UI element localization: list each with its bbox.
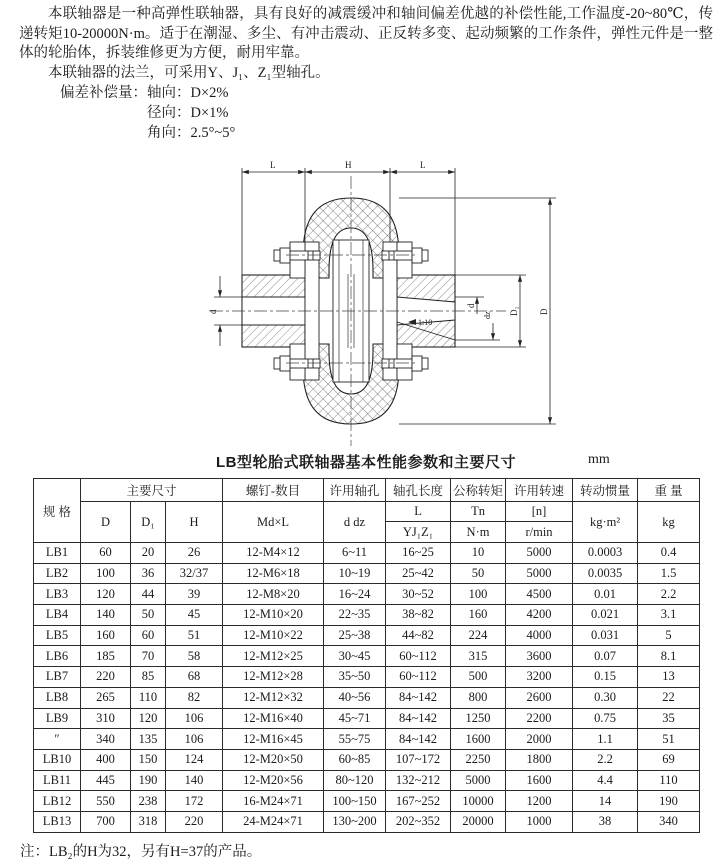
table-cell: 2.2 xyxy=(573,749,638,770)
table-cell: 39 xyxy=(166,584,223,605)
header-inertia-unit: kg·m² xyxy=(573,502,638,543)
header-main-dims: 主要尺寸 xyxy=(81,479,223,502)
table-cell: 10~19 xyxy=(324,563,386,584)
taper-label: 1:10 xyxy=(418,318,433,327)
table-cell: 12-M12×28 xyxy=(223,667,324,688)
table-cell: 0.031 xyxy=(573,625,638,646)
table-cell-spec: LB11 xyxy=(34,770,81,791)
table-row xyxy=(34,708,700,729)
table-cell-spec: LB1 xyxy=(34,543,81,564)
header-bore-len-types: YJ₁Z₁ xyxy=(386,522,451,543)
coupling-cross-section-drawing xyxy=(140,156,600,452)
table-cell: 150 xyxy=(131,749,166,770)
header-col-H: H xyxy=(166,502,223,543)
table-cell: 44 xyxy=(131,584,166,605)
table-cell: 50 xyxy=(451,563,506,584)
table-cell: 0.0003 xyxy=(573,543,638,564)
intro-paragraph-2: 本联轴器的法兰，可采用Y、J₁、Z₁型轴孔。 xyxy=(48,64,330,81)
table-cell: 4000 xyxy=(506,625,573,646)
table-cell: 4.4 xyxy=(573,770,638,791)
header-inertia: 转动惯量 xyxy=(573,479,638,502)
intro-paragraph-1: 本联轴器是一种高弹性联轴器，具有良好的减震缓冲和轴间偏差优越的补偿性能,工作温度-20~80℃，传递转矩10-20000N·m。适于在潮湿、多尘、有冲击震动、正反转多变、起动频繁的工作条件，弹性元件是一整体的轮胎体，拆装维修更为方便，耐用牢靠。 xyxy=(19,6,713,62)
table-cell: 500 xyxy=(451,667,506,688)
dim-label-d-left: d xyxy=(208,309,218,314)
table-cell: 107~172 xyxy=(386,749,451,770)
compensation-label: 偏差补偿量： xyxy=(60,85,147,102)
table-cell: 0.4 xyxy=(638,543,700,564)
dim-label-D: D xyxy=(539,308,549,315)
table-cell: 140 xyxy=(166,770,223,791)
table-cell-spec: LB8 xyxy=(34,687,81,708)
table-cell: 12-M16×45 xyxy=(223,729,324,750)
table-cell: 100 xyxy=(81,563,131,584)
table-row xyxy=(34,749,700,770)
table-cell: 12-M12×32 xyxy=(223,687,324,708)
header-speed: 许用转速 xyxy=(506,479,573,502)
table-cell: 315 xyxy=(451,646,506,667)
header-spec: 规 格 xyxy=(34,479,81,543)
header-torque: 公称转矩 xyxy=(451,479,506,502)
table-cell: 100~150 xyxy=(324,791,386,812)
table-cell: 1200 xyxy=(506,791,573,812)
intro-section xyxy=(19,5,713,143)
table-cell: 4500 xyxy=(506,584,573,605)
table-cell: 1.5 xyxy=(638,563,700,584)
table-cell: 30~52 xyxy=(386,584,451,605)
table-cell: 38~82 xyxy=(386,605,451,626)
table-cell: 445 xyxy=(81,770,131,791)
table-cell: 140 xyxy=(81,605,131,626)
table-caption: LB型轮胎式联轴器基本性能参数和主要尺寸 xyxy=(216,454,516,471)
header-bore-len-L: L xyxy=(386,502,451,522)
table-cell: 60~85 xyxy=(324,749,386,770)
table-cell: 550 xyxy=(81,791,131,812)
table-row xyxy=(34,646,700,667)
table-cell: 106 xyxy=(166,729,223,750)
table-cell: 20 xyxy=(131,543,166,564)
table-cell: 0.30 xyxy=(573,687,638,708)
table-cell-spec: LB5 xyxy=(34,625,81,646)
table-cell: 185 xyxy=(81,646,131,667)
caption-row xyxy=(33,451,699,472)
table-cell: 120 xyxy=(131,708,166,729)
table-cell: 12-M4×12 xyxy=(223,543,324,564)
table-cell: 2600 xyxy=(506,687,573,708)
table-cell: 20000 xyxy=(451,811,506,832)
table-cell: 167~252 xyxy=(386,791,451,812)
compensation-lines xyxy=(147,84,235,143)
header-bore-len: 轴孔长度 xyxy=(386,479,451,502)
table-cell: 84~142 xyxy=(386,708,451,729)
table-cell: 40~56 xyxy=(324,687,386,708)
table-cell: 0.0035 xyxy=(573,563,638,584)
header-weight-unit: kg xyxy=(638,502,700,543)
table-cell: 6~11 xyxy=(324,543,386,564)
table-cell: 12-M16×40 xyxy=(223,708,324,729)
dim-label-d-right: d xyxy=(466,303,476,308)
table-row xyxy=(34,729,700,750)
table-cell: 310 xyxy=(81,708,131,729)
table-cell: 224 xyxy=(451,625,506,646)
table-cell-spec: LB13 xyxy=(34,811,81,832)
table-cell: 24-M24×71 xyxy=(223,811,324,832)
table-cell: 1.1 xyxy=(573,729,638,750)
table-cell: 8.1 xyxy=(638,646,700,667)
table-cell: 60~112 xyxy=(386,667,451,688)
table-cell: 130~200 xyxy=(324,811,386,832)
table-cell: 120 xyxy=(81,584,131,605)
table-cell: 2.2 xyxy=(638,584,700,605)
table-cell: 110 xyxy=(131,687,166,708)
table-row xyxy=(34,625,700,646)
table-cell-spec: LB12 xyxy=(34,791,81,812)
table-cell: 25~38 xyxy=(324,625,386,646)
table-cell: 1000 xyxy=(506,811,573,832)
table-cell: 1600 xyxy=(506,770,573,791)
table-cell: 0.01 xyxy=(573,584,638,605)
table-cell: 318 xyxy=(131,811,166,832)
table-cell: 70 xyxy=(131,646,166,667)
table-unit-label: mm xyxy=(588,452,610,467)
table-cell: 3.1 xyxy=(638,605,700,626)
table-cell: 220 xyxy=(166,811,223,832)
table-cell: 202~352 xyxy=(386,811,451,832)
table-cell: 172 xyxy=(166,791,223,812)
table-cell: 160 xyxy=(81,625,131,646)
table-cell: 700 xyxy=(81,811,131,832)
table-cell: 160 xyxy=(451,605,506,626)
table-cell-spec: LB7 xyxy=(34,667,81,688)
table-row xyxy=(34,770,700,791)
table-cell: 13 xyxy=(638,667,700,688)
table-cell: 5000 xyxy=(506,543,573,564)
table-cell: 5000 xyxy=(451,770,506,791)
table-cell: 12-M10×22 xyxy=(223,625,324,646)
table-cell: 30~45 xyxy=(324,646,386,667)
table-cell: 26 xyxy=(166,543,223,564)
dim-label-L-right: L xyxy=(420,160,426,170)
table-cell: 58 xyxy=(166,646,223,667)
table-cell: 85 xyxy=(131,667,166,688)
spec-table xyxy=(33,478,700,833)
table-cell-spec: LB6 xyxy=(34,646,81,667)
table-cell: 12-M8×20 xyxy=(223,584,324,605)
table-cell: 220 xyxy=(81,667,131,688)
table-cell: 106 xyxy=(166,708,223,729)
table-cell: 10 xyxy=(451,543,506,564)
table-cell: 3200 xyxy=(506,667,573,688)
compensation-axial: 轴向：D×2% xyxy=(147,85,229,102)
table-row xyxy=(34,563,700,584)
table-cell: 135 xyxy=(131,729,166,750)
compensation-block xyxy=(60,84,713,143)
table-row xyxy=(34,667,700,688)
table-cell: 238 xyxy=(131,791,166,812)
dim-label-D1: D₁ xyxy=(509,306,519,316)
dim-label-dz: dz xyxy=(483,311,492,319)
table-cell: 32/37 xyxy=(166,563,223,584)
table-cell: 340 xyxy=(81,729,131,750)
spec-table-header xyxy=(34,479,700,543)
table-cell: 14 xyxy=(573,791,638,812)
table-cell: 51 xyxy=(166,625,223,646)
table-cell: 45~71 xyxy=(324,708,386,729)
header-speed-unit: r/min xyxy=(506,522,573,543)
table-cell: 50 xyxy=(131,605,166,626)
header-bore-d: d dz xyxy=(324,502,386,543)
table-note: 注：LB₂的H为32，另有H=37的产品。 xyxy=(20,844,262,860)
compensation-radial: 径向：D×1% xyxy=(147,104,229,121)
table-cell-spec: LB10 xyxy=(34,749,81,770)
table-cell: 0.15 xyxy=(573,667,638,688)
table-cell: 55~75 xyxy=(324,729,386,750)
header-weight: 重 量 xyxy=(638,479,700,502)
table-row xyxy=(34,605,700,626)
table-cell: 44~82 xyxy=(386,625,451,646)
table-cell: 3600 xyxy=(506,646,573,667)
table-cell: 80~120 xyxy=(324,770,386,791)
table-cell: 45 xyxy=(166,605,223,626)
table-row xyxy=(34,811,700,832)
table-cell: 12-M12×25 xyxy=(223,646,324,667)
table-cell: 12-M20×56 xyxy=(223,770,324,791)
table-cell: 2250 xyxy=(451,749,506,770)
table-cell: 4200 xyxy=(506,605,573,626)
table-cell: 10000 xyxy=(451,791,506,812)
table-cell: 12-M10×20 xyxy=(223,605,324,626)
table-cell: 124 xyxy=(166,749,223,770)
dim-label-H: H xyxy=(345,160,352,170)
table-cell: 60 xyxy=(81,543,131,564)
table-cell: 800 xyxy=(451,687,506,708)
table-cell: 36 xyxy=(131,563,166,584)
table-cell: 60~112 xyxy=(386,646,451,667)
spec-table-body xyxy=(34,543,700,833)
table-cell: 1800 xyxy=(506,749,573,770)
header-col-D1: D₁ xyxy=(131,502,166,543)
table-cell-spec: LB3 xyxy=(34,584,81,605)
table-cell-spec: ″ xyxy=(34,729,81,750)
header-torque-unit: N·m xyxy=(451,522,506,543)
table-cell: 265 xyxy=(81,687,131,708)
table-cell: 110 xyxy=(638,770,700,791)
table-cell: 0.75 xyxy=(573,708,638,729)
table-cell: 51 xyxy=(638,729,700,750)
table-cell: 340 xyxy=(638,811,700,832)
table-cell: 16-M24×71 xyxy=(223,791,324,812)
table-row xyxy=(34,584,700,605)
table-cell: 0.021 xyxy=(573,605,638,626)
table-cell: 2200 xyxy=(506,708,573,729)
header-screw-count: 螺钉-数目 xyxy=(223,479,324,502)
header-col-D: D xyxy=(81,502,131,543)
table-cell-spec: LB4 xyxy=(34,605,81,626)
header-screw-spec: Md×L xyxy=(223,502,324,543)
table-row xyxy=(34,543,700,564)
table-cell: 68 xyxy=(166,667,223,688)
table-cell: 132~212 xyxy=(386,770,451,791)
table-cell: 190 xyxy=(131,770,166,791)
dim-label-L-left: L xyxy=(270,160,276,170)
table-cell: 16~25 xyxy=(386,543,451,564)
table-cell: 69 xyxy=(638,749,700,770)
table-cell: 35~50 xyxy=(324,667,386,688)
table-cell: 60 xyxy=(131,625,166,646)
left-hub xyxy=(242,275,305,347)
header-torque-sym: Tn xyxy=(451,502,506,522)
table-cell: 25~42 xyxy=(386,563,451,584)
table-row xyxy=(34,791,700,812)
table-cell: 84~142 xyxy=(386,687,451,708)
table-cell: 35 xyxy=(638,708,700,729)
table-cell: 2000 xyxy=(506,729,573,750)
table-cell: 1250 xyxy=(451,708,506,729)
table-cell: 22 xyxy=(638,687,700,708)
table-cell-spec: LB2 xyxy=(34,563,81,584)
table-cell: 84~142 xyxy=(386,729,451,750)
compensation-angular: 角向：2.5°~5° xyxy=(147,124,236,141)
table-cell: 5 xyxy=(638,625,700,646)
table-cell: 190 xyxy=(638,791,700,812)
header-bore-allow: 许用轴孔 xyxy=(324,479,386,502)
table-cell: 1600 xyxy=(451,729,506,750)
table-cell: 5000 xyxy=(506,563,573,584)
table-cell: 0.07 xyxy=(573,646,638,667)
table-cell: 12-M6×18 xyxy=(223,563,324,584)
table-cell-spec: LB9 xyxy=(34,708,81,729)
table-cell: 100 xyxy=(451,584,506,605)
table-cell: 12-M20×50 xyxy=(223,749,324,770)
table-cell: 22~35 xyxy=(324,605,386,626)
table-cell: 16~24 xyxy=(324,584,386,605)
table-row xyxy=(34,687,700,708)
table-cell: 82 xyxy=(166,687,223,708)
header-speed-sym: [n] xyxy=(506,502,573,522)
table-cell: 400 xyxy=(81,749,131,770)
table-cell: 38 xyxy=(573,811,638,832)
